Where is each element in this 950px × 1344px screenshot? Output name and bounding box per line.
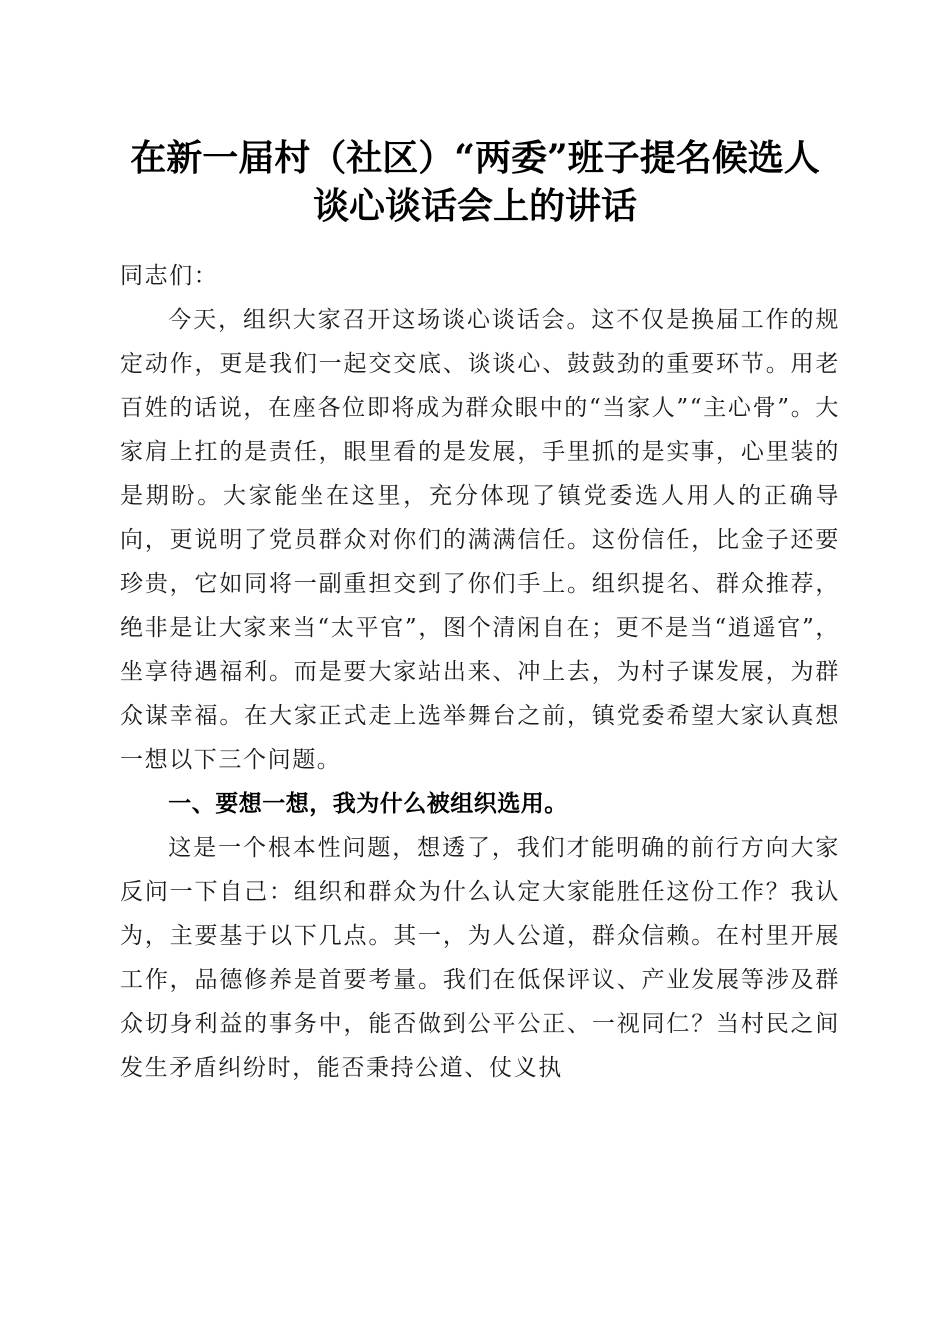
document-body [120,254,840,1090]
document-title-line-1: 在新一届村（社区）“两委”班子提名候选人 [130,137,820,179]
section-heading-1: 一、要想一想，我为什么被组织选用。 [168,790,568,817]
salutation: 同志们： [120,263,219,289]
document-title-line-2: 谈心谈话会上的讲话 [312,185,637,227]
paragraph-section-1: 这是一个根本性问题，想透了，我们才能明确的前行方向大家反问一下自己：组织和群众为什么认定大家能胜任这份工作？我认为，主要基于以下几点。其一，为人公道，群众信赖。在村里开展工作，品德修养是首要考量。我们在低保评议、产业发展等涉及群众切身利益的事务中，能否做到公平公正、一视同仁？当村民之间发生矛盾纠纷时，能否秉持公道、仗义执 [120,835,840,1081]
paragraph-intro: 今天，组织大家召开这场谈心谈话会。这不仅是换届工作的规定动作，更是我们一起交交底、谈谈心、鼓鼓劲的重要环节。用老百姓的话说，在座各位即将成为群众眼中的“当家人”“主心骨”。大家肩上扛的是责任，眼里看的是发展，手里抓的是实事，心里装的是期盼。大家能坐在这里，充分体现了镇党委选人用人的正确导向，更说明了党员群众对你们的满满信任。这份信任，比金子还要珍贵，它如同将一副重担交到了你们手上。组织提名、群众推荐，绝非是让大家来当“太平官”，图个清闲自在；更不是当“逍遥官”，坐享待遇福利。而是要大家站出来、冲上去，为村子谋发展，为群众谋幸福。在大家正式走上选举舞台之前，镇党委希望大家认真想一想以下三个问题。 [120,307,840,773]
